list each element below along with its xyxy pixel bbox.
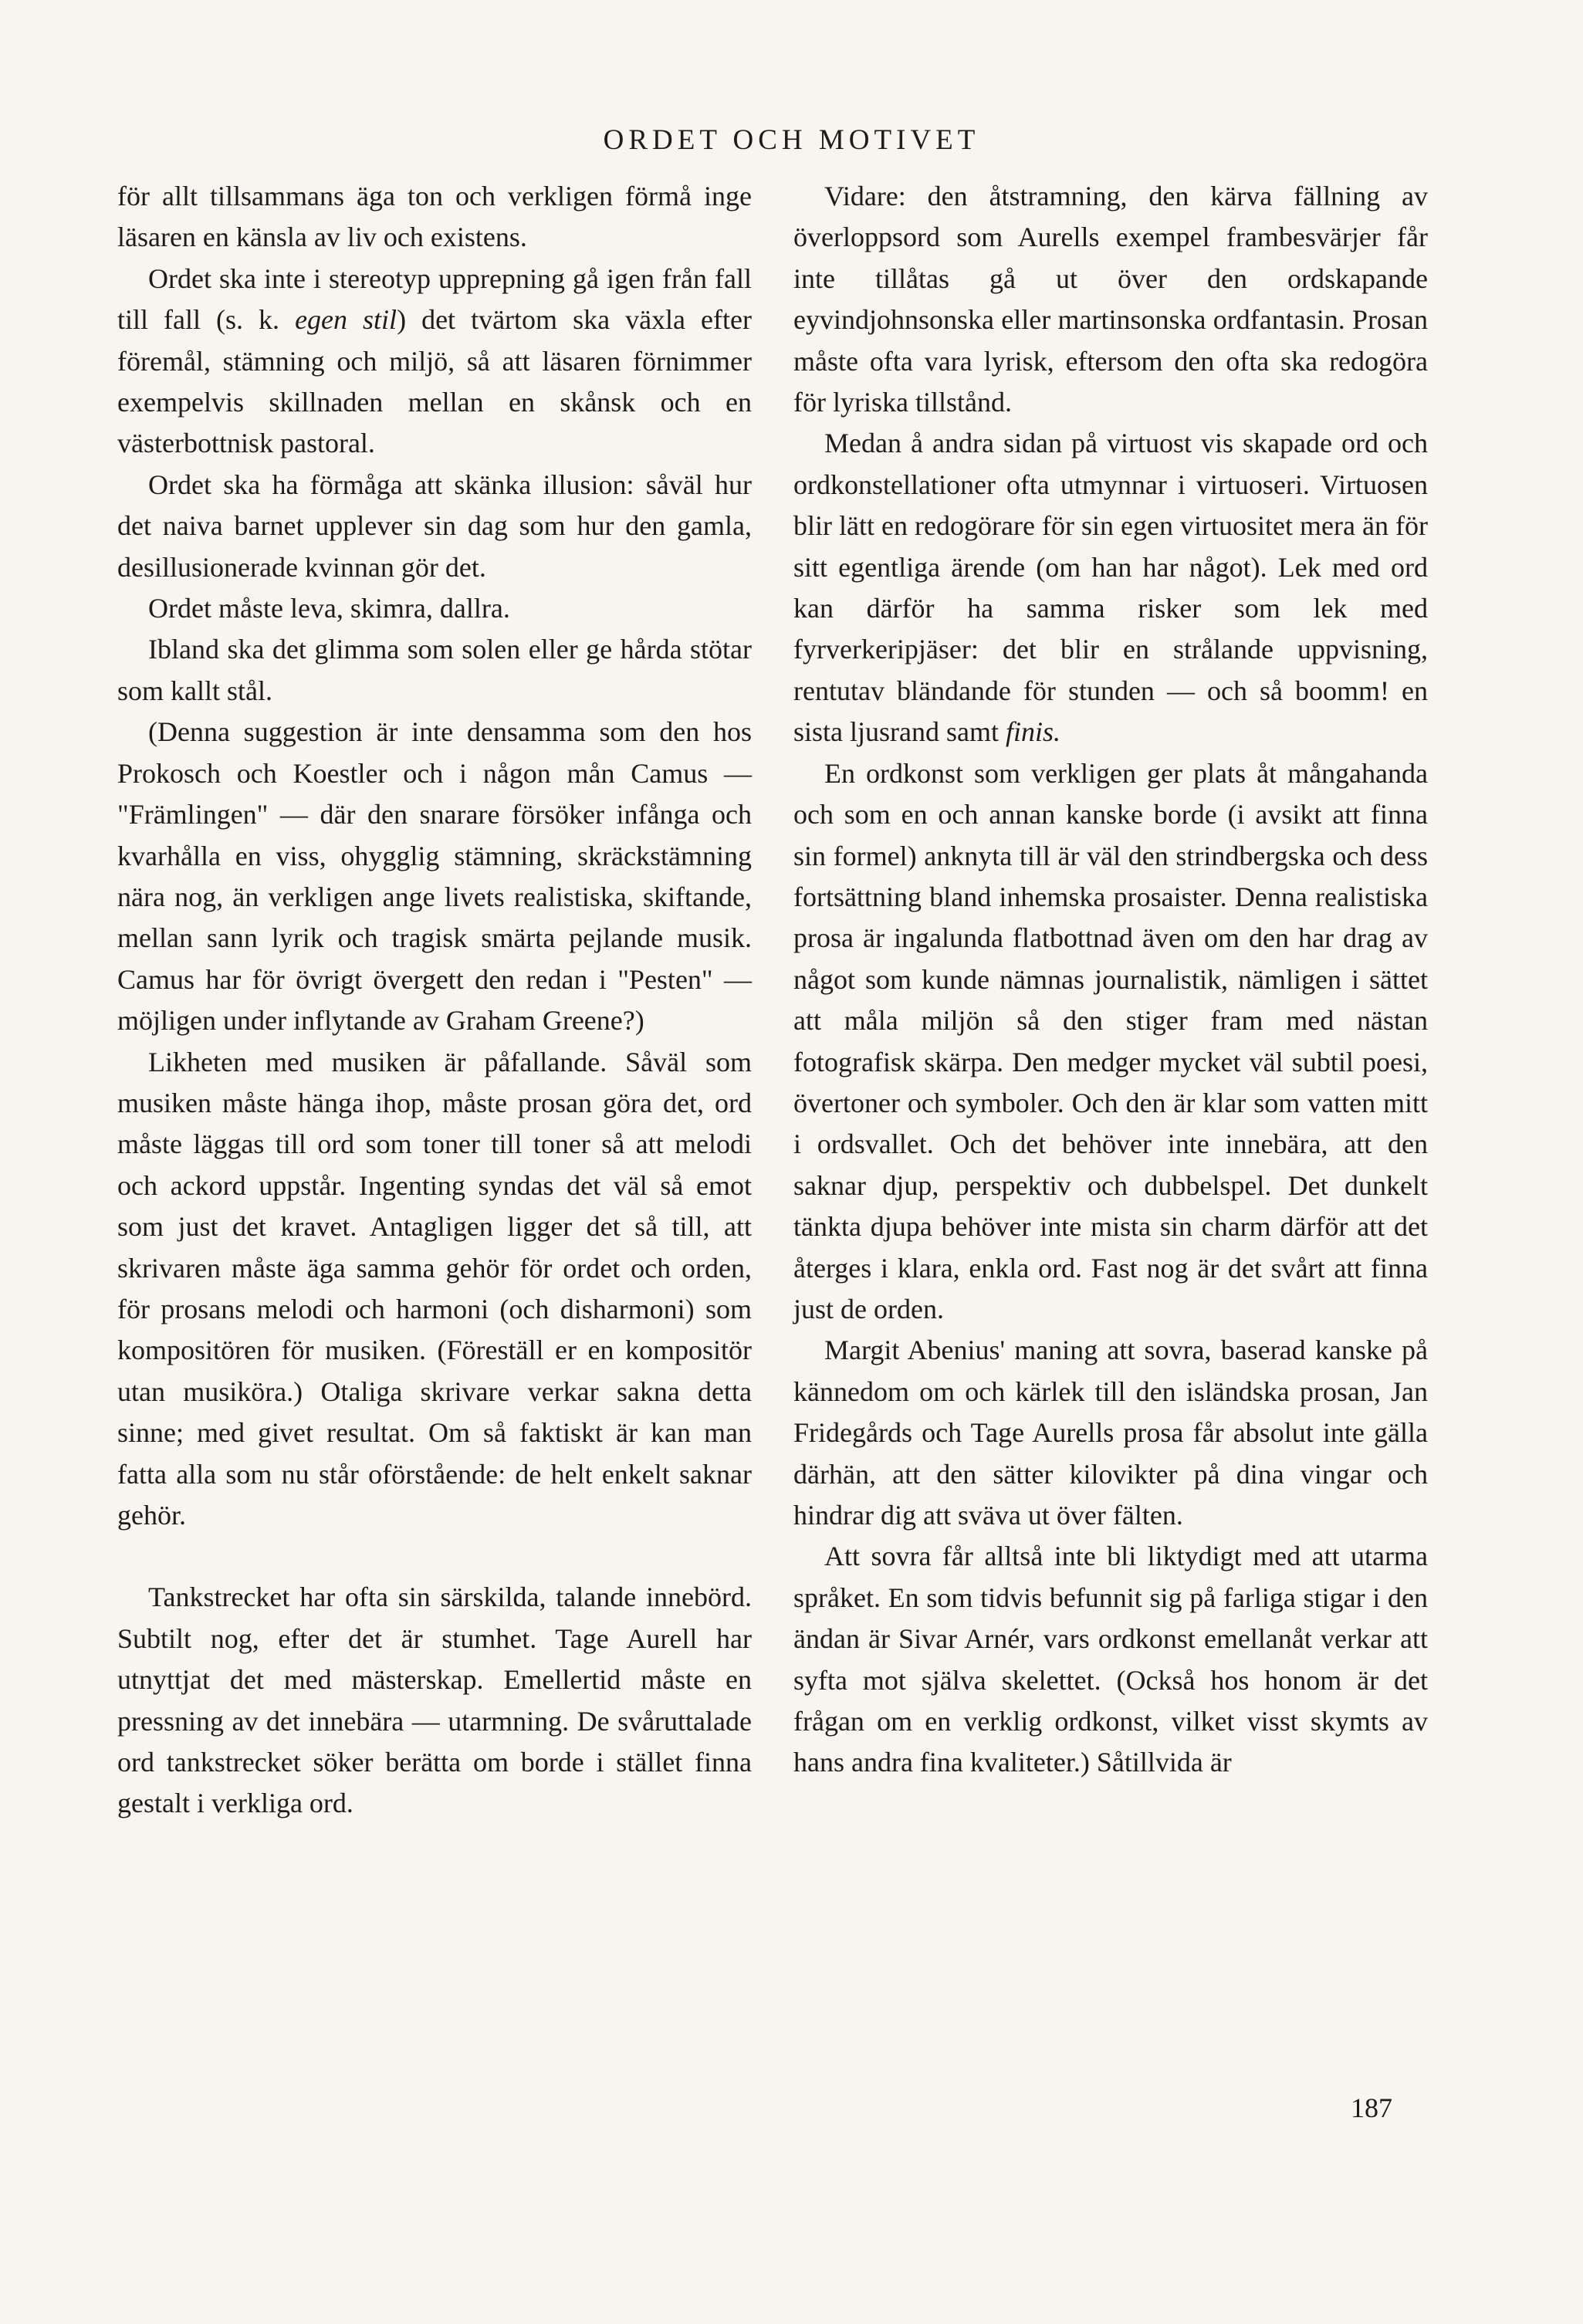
text-run: ) det tvärtom ska växla efter föremål, stämning och miljö, så att läsaren förnimmer exempelvis skillnaden mellan en skånsk och en västerbottnisk pastoral. — [117, 304, 752, 459]
text-run: Medan å andra sidan på virtuost vis skapade ord och ordkonstellationer ofta utmynnar i virtuoseri. Virtuosen blir lätt en redogörare för sin egen virtuositet mera än för sitt egentliga ärende (om han har något). Lek med ord kan därför ha samma risker som lek med fyrverkeripjäser: det blir en strålande uppvisning, rentutav bländande för stunden — och så boomm! en sista ljusrand samt — [793, 428, 1428, 748]
paragraph: Att sovra får alltså inte bli liktydigt med att utarma språket. En som tidvis befunnit sig på farliga stigar i den ändan är Sivar Arnér, vars ordkonst emellanåt verkar att syfta mot själva skelettet. (Också hos honom är det frågan om en verklig ordkonst, vilket visst skymts av hans andra fina kvaliteter.) Såtillvida är — [793, 1541, 1428, 1778]
paragraph: En ordkonst som verkligen ger plats åt mångahanda och som en och annan kanske borde (i avsikt att finna sin formel) anknyta till är väl den strindbergska och dess fortsättning bland inhemska prosaister. Denna realistiska prosa är ingalunda flatbottnad även om den har drag av något som kunde nämnas journalistik, nämligen i sättet att måla miljön så den stiger fram med nästan fotografisk skärpa. Den medger mycket väl subtil poesi, övertoner och symboler. Och den är klar som vatten mitt i ordsvallet. Och det behöver inte innebära, att den saknar djup, perspektiv och dubbelspel. Det dunkelt tänkta djupa behöver inte mista sin charm därför att det återges i klara, enkla ord. Fast nog är det svårt att finna just de orden. — [793, 757, 1428, 1324]
paragraph: för allt tillsammans äga ton och verkligen förmå inge läsaren en känsla av liv och existens. — [117, 181, 752, 253]
paragraph: (Denna suggestion är inte densamma som den hos Prokosch och Koestler och i någon mån Camus — "Främlingen" — där den snarare försöker infånga och kvarhålla en viss, ohygglig stämning, skräckstämning nära nog, än verkligen ange livets realistiska, skiftande, mellan sann lyrik och tragisk smärta pejlande musik. Camus har för övrigt övergett den redan i "Pesten" — möjligen under inflytande av Graham Greene?) — [117, 716, 752, 1037]
paragraph — [117, 259, 752, 465]
running-head: ORDET OCH MOTIVET — [603, 124, 980, 156]
paragraph: Margit Abenius' maning att sovra, baserad kanske på kännedom om och kärlek till den isländska prosan, Jan Fridegårds och Tage Aurells prosa får absolut inte gälla därhän, att den sätter kilovikter på dina vingar och hindrar dig att sväva ut över fälten. — [793, 1335, 1428, 1531]
paragraph: Vidare: den åtstramning, den kärva fällning av överloppsord som Aurells exempel frambesvärjer får inte tillåtas gå ut över den ordskapande eyvindjohnsonska eller martinsonska ordfantasin. Prosan måste ofta vara lyrisk, eftersom den ofta ska redogöra för lyriska tillstånd. — [793, 181, 1428, 418]
italic-text: finis. — [1005, 716, 1060, 748]
page-number: 187 — [1351, 2092, 1392, 2123]
text-run: Ordet ska inte i stereotyp upprepning gå igen från fall till fall (s. k. — [117, 262, 752, 336]
right-column — [793, 176, 1428, 1784]
paragraph: Likheten med musiken är påfallande. Såväl som musiken måste hänga ihop, måste prosan göra det, ord måste läggas till ord som toner till toner så att melodi och ackord uppstår. Ingenting syndas det väl så emot som just det kravet. Antagligen ligger det så till, att skrivaren måste äga samma gehör för ordet och orden, för prosans melodi och harmoni (och disharmoni) som kompositören för musiken. (Föreställ er en kompositör utan musiköra.) Otaliga skrivare verkar sakna detta sinne; med givet resultat. Om så faktiskt är kan man fatta alla som nu står oförstående: de helt enkelt saknar gehör. — [117, 1046, 752, 1531]
paragraph: Ordet ska ha förmåga att skänka illusion: såväl hur det naiva barnet upplever sin dag som hur den gamla, desillusionerade kvinnan gör det. — [117, 469, 752, 583]
italic-text: egen stil — [295, 304, 397, 336]
paragraph — [793, 423, 1428, 753]
paragraph: Ordet måste leva, skimra, dallra. — [148, 593, 510, 624]
left-column — [117, 176, 752, 1825]
paragraph: Tankstrecket har ofta sin särskilda, talande innebörd. Subtilt nog, efter det är stumhet. Tage Aurell har utnyttjat det med mästerskap. Emellertid måste en pressning av det innebära — utarmning. De svåruttalade ord tankstrecket söker berätta om borde i stället finna gestalt i verkliga ord. — [117, 1581, 752, 1819]
paragraph: Ibland ska det glimma som solen eller ge hårda stötar som kallt stål. — [117, 634, 752, 706]
